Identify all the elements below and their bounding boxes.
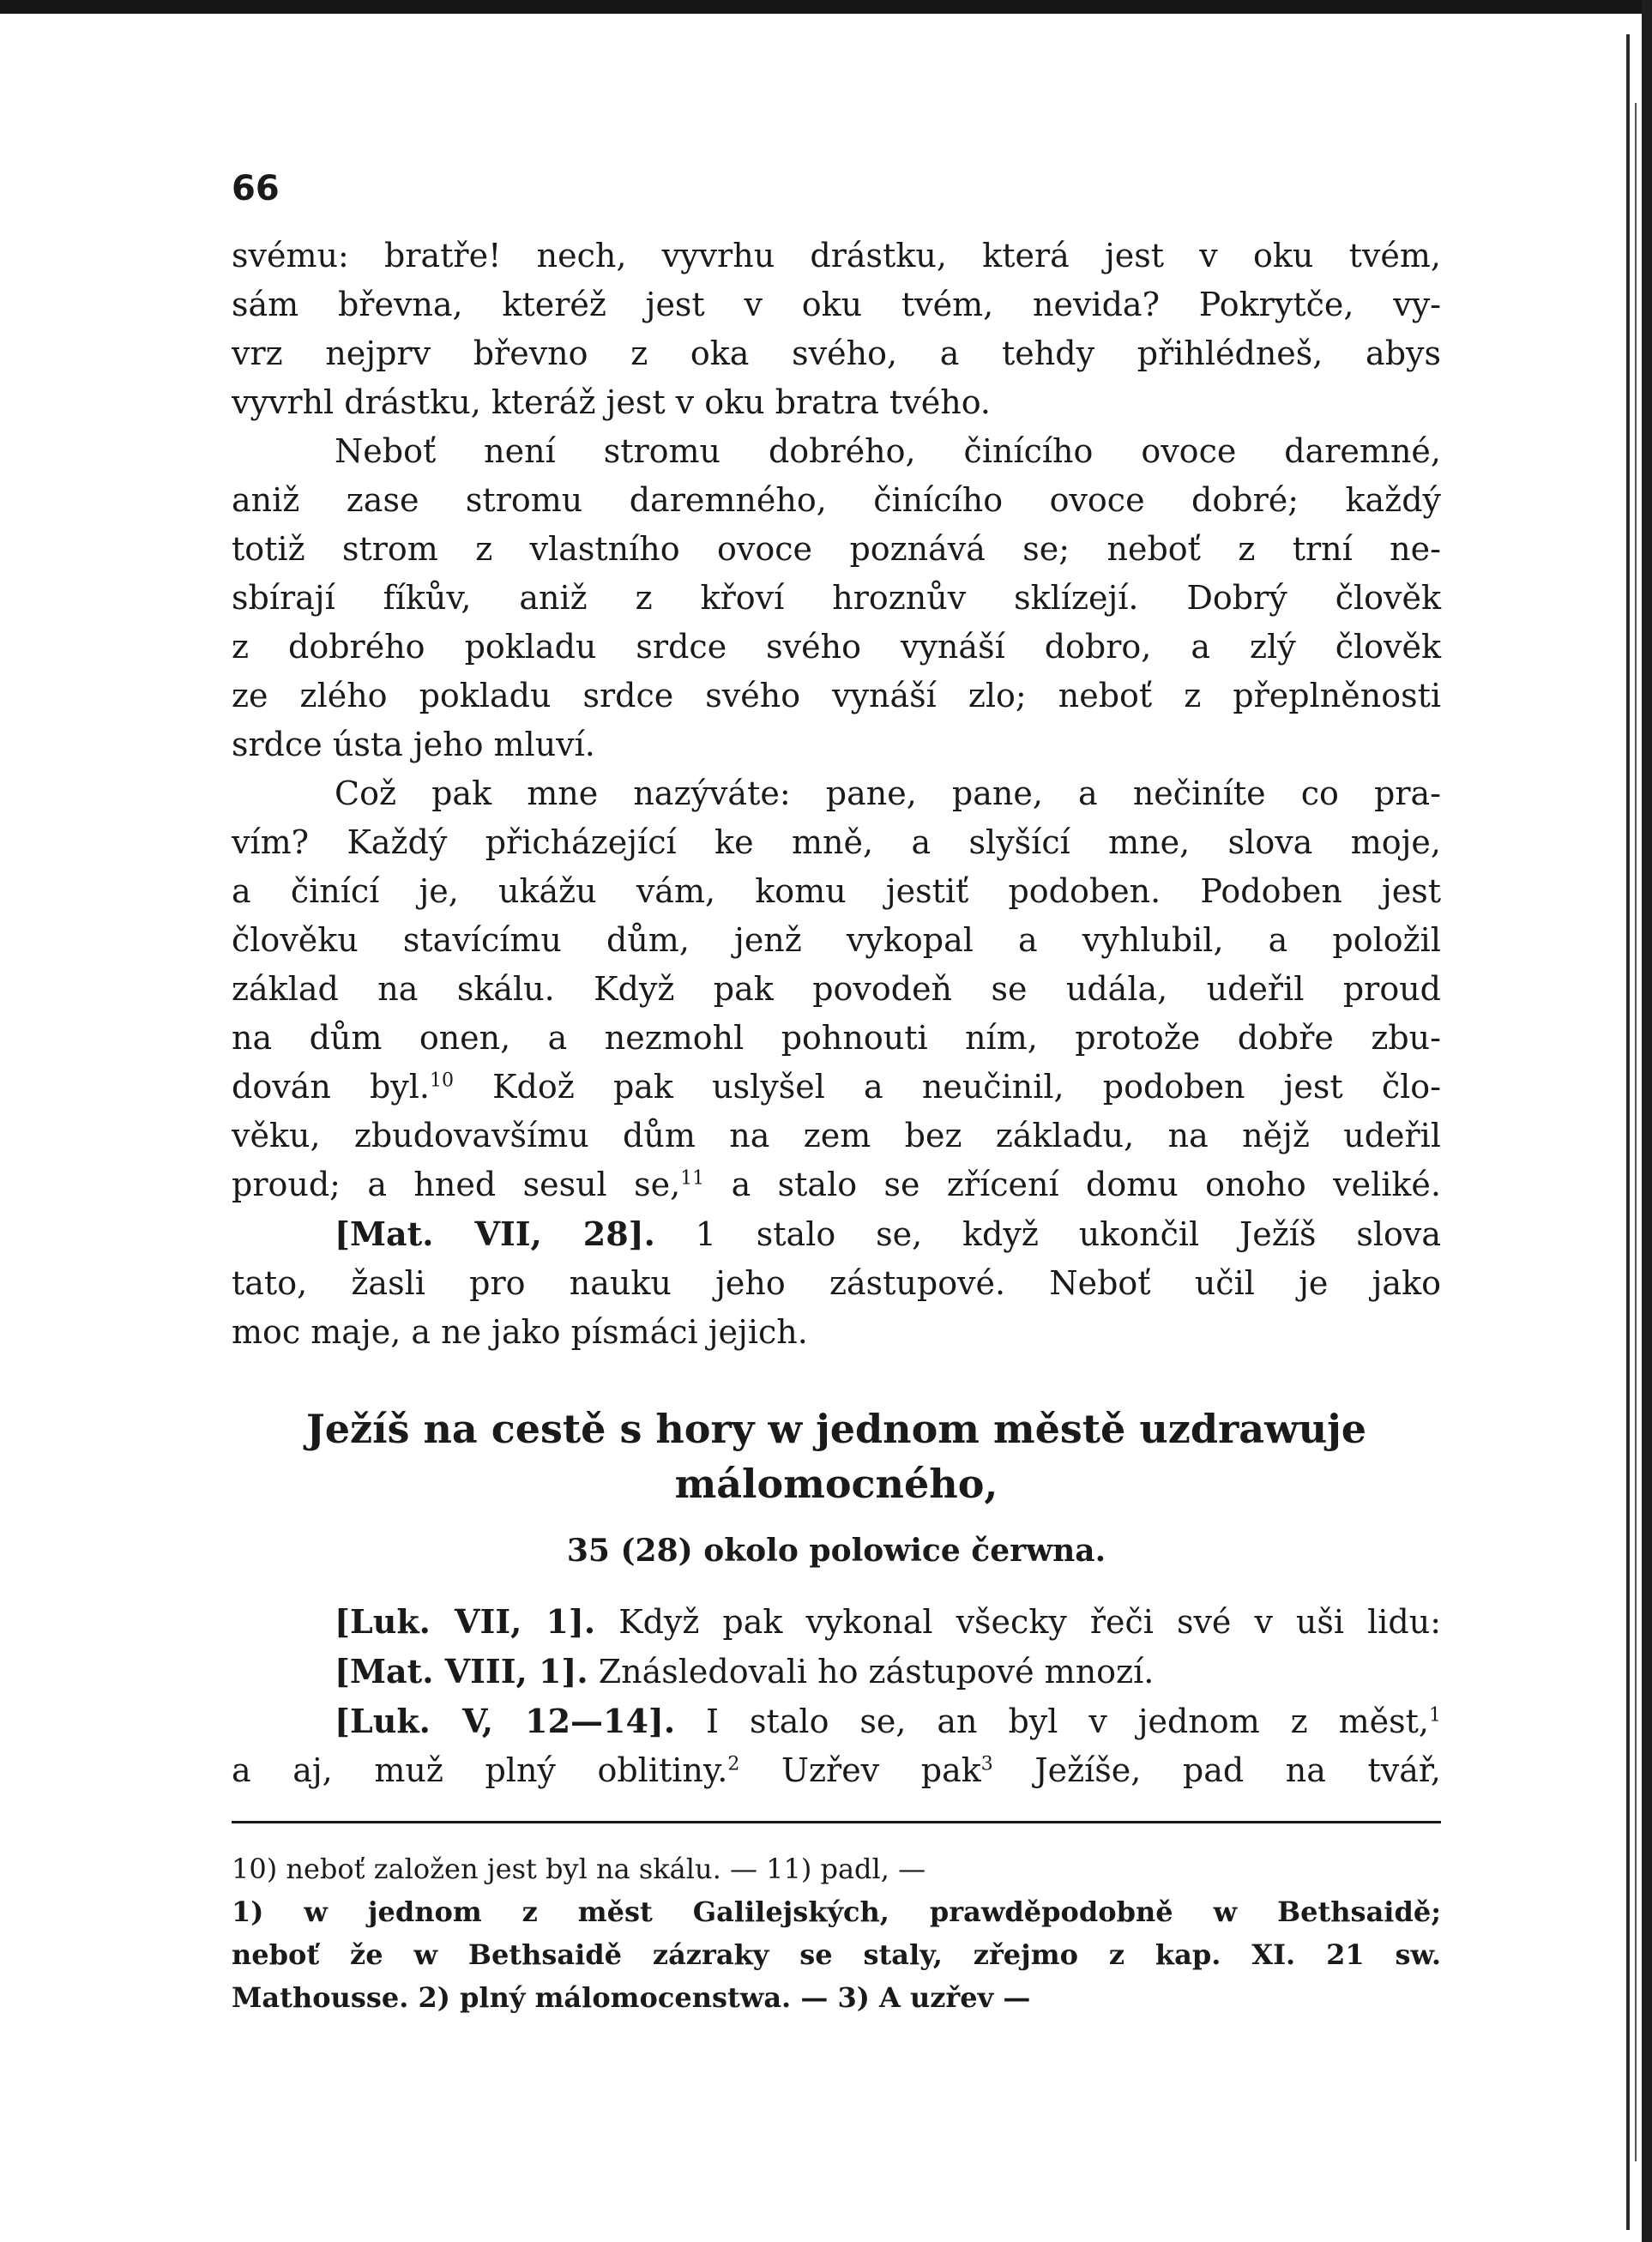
section-heading: [232, 1401, 1441, 1511]
text-line: člověku stavícímu dům, jenž vykopal a vyhlubil, a položil: [232, 921, 1441, 959]
footnote-line: 1) w jednom z měst Galilejských, prawděpodobně w Bethsaidě;: [232, 1895, 1441, 1928]
scan-right-border: [1642, 0, 1652, 2242]
text-line: [232, 1647, 1441, 1697]
body-text: [232, 1597, 1441, 1795]
footnote-line: Mathousse. 2) plný málomocenstwa. — 3) A uzřev —: [232, 1981, 1031, 2014]
text-line: na dům onen, a nezmohl pohnouti ním, protože dobře zbu-: [232, 1019, 1441, 1057]
text-line: aniž zase stromu daremného, činícího ovoce dobré; každý: [232, 481, 1441, 519]
text-fragment: Uzřev pak: [781, 1751, 981, 1789]
text-line: totiž strom z vlastního ovoce poznává se; neboť z trní ne-: [232, 530, 1441, 568]
text-line: ze zlého pokladu srdce svého vynáší zlo; neboť z přeplněnosti: [232, 677, 1441, 714]
text-line: sbírají fíkův, aniž z křoví hroznův sklízejí. Dobrý člověk: [232, 579, 1441, 617]
text-fragment: Kdož pak uslyšel a neučinil, podoben jest člo-: [492, 1068, 1441, 1106]
page-number: 66: [232, 169, 280, 208]
body-text: [232, 232, 1441, 1357]
text-line: vyvrhl drástku, kteráž jest v oku bratra tvého.: [232, 383, 991, 421]
text-fragment: Ježíše, pad na tvář,: [1034, 1751, 1441, 1789]
text-line: tato, žasli pro nauku jeho zástupové. Neboť učil je jako: [232, 1264, 1441, 1302]
text-line: základ na skálu. Když pak povodeň se udála, udeřil proud: [232, 970, 1441, 1008]
footnote-line: 10) neboť založen jest byl na skálu. — 11) padl, —: [232, 1853, 926, 1885]
text-fragment: a stalo se zřícení domu onoho veliké.: [731, 1166, 1441, 1203]
text-line: a činící je, ukážu vám, komu jestiť podoben. Podoben jest: [232, 872, 1441, 910]
page-content: [232, 163, 1441, 2019]
text-line: srdce ústa jeho mluví.: [232, 726, 595, 763]
scripture-reference: [Mat. VIII, 1].: [335, 1652, 588, 1691]
footnote-marker: 1: [1429, 1704, 1441, 1727]
text-line: [232, 1746, 1441, 1795]
section-heading-line: málomocného,: [674, 1461, 998, 1507]
text-line: Což pak mne nazýváte: pane, pane, a nečiníte co pra-: [335, 774, 1441, 812]
scan-top-border: [0, 0, 1652, 14]
footnote-marker: 3: [980, 1753, 993, 1775]
text-line: vím? Každý přicházející ke mně, a slyšící mne, slova moje,: [232, 823, 1441, 861]
footnotes: [232, 1847, 1441, 2019]
scripture-reference: [Mat. VII, 28].: [335, 1214, 655, 1253]
footnote-marker: 11: [680, 1167, 705, 1190]
text-line: věku, zbudovavšímu dům na zem bez základu, na nějž udeřil: [232, 1117, 1441, 1154]
text-line: z dobrého pokladu srdce svého vynáší dobro, a zlý člověk: [232, 628, 1441, 666]
text-line: [232, 1697, 1441, 1746]
text-line: [232, 1063, 1441, 1112]
scripture-reference: [Luk. V, 12—14].: [335, 1702, 676, 1740]
page-edge-rule-inner: [1635, 103, 1637, 2161]
section-subheading: 35 (28) okolo polowice čerwna.: [566, 1533, 1106, 1569]
text-fragment: I stalo se, an byl v jednom z měst,: [706, 1703, 1429, 1740]
page-edge-rule: [1626, 34, 1630, 2230]
text-fragment: Znásledovali ho zástupové mnozí.: [598, 1653, 1155, 1691]
footnote-line: neboť že w Bethsaidě zázraky se staly, zřejmo z kap. XI. 21 sw.: [232, 1938, 1441, 1971]
footnote-divider: [232, 1821, 1441, 1823]
scripture-reference: [Luk. VII, 1].: [335, 1602, 596, 1641]
text-fragment: a aj, muž plný oblitiny.: [232, 1751, 728, 1789]
text-fragment: 1 stalo se, když ukončil Ježíš slova: [695, 1215, 1441, 1253]
text-fragment: dován byl.: [232, 1068, 430, 1106]
text-fragment: proud; a hned sesul se,: [232, 1166, 681, 1203]
text-line: Neboť není stromu dobrého, činícího ovoce daremné,: [335, 432, 1441, 470]
footnote-marker: 2: [727, 1753, 740, 1775]
text-line: moc maje, a ne jako písmáci jejich.: [232, 1313, 808, 1351]
text-line: [232, 1160, 1441, 1209]
text-fragment: Když pak vykonal všecky řeči své v uši lidu:: [618, 1603, 1441, 1641]
text-line: [232, 1597, 1441, 1647]
footnote-marker: 10: [430, 1070, 454, 1092]
text-line: vrz nejprv břevno z oka svého, a tehdy přihlédneš, abys: [232, 334, 1441, 372]
text-line: sám břevna, kteréž jest v oku tvém, nevida? Pokrytče, vy-: [232, 286, 1441, 323]
text-line: svému: bratře! nech, vyvrhu drástku, která jest v oku tvém,: [232, 237, 1441, 274]
section-heading-line: Ježíš na cestě s hory w jednom městě uzdrawuje: [305, 1406, 1367, 1452]
text-line: [232, 1209, 1441, 1259]
